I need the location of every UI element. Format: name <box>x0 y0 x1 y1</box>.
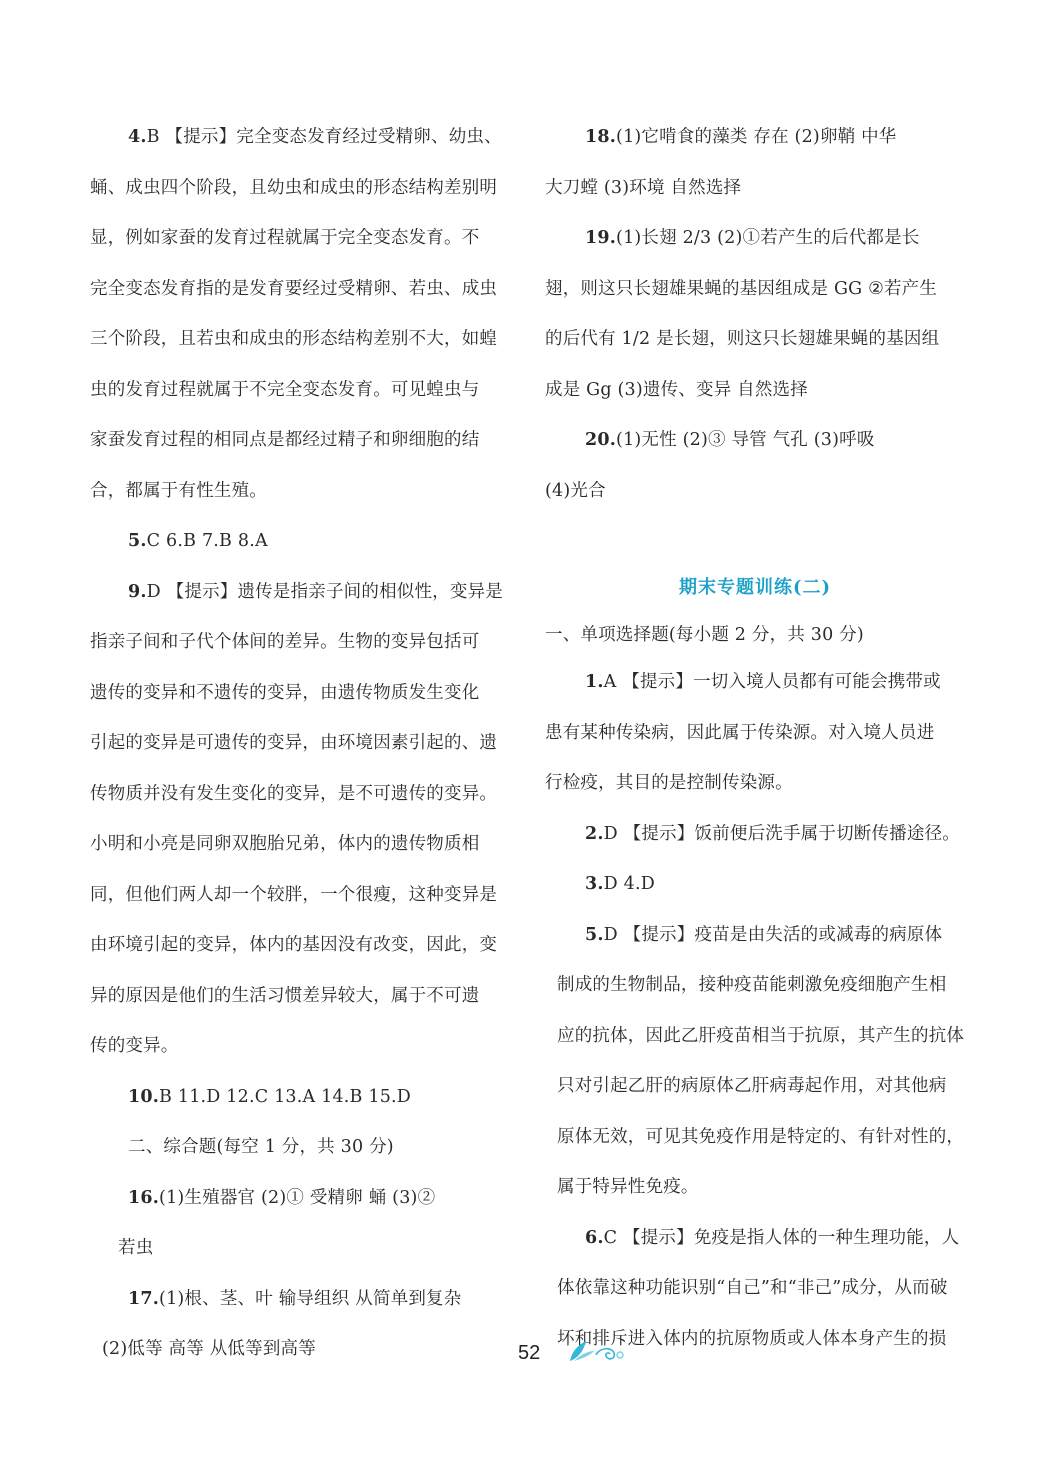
answer-line: 指亲子间和子代个体间的差异。生物的变异包括可 <box>90 632 480 652</box>
answer-line: 蛹、成虫四个阶段，且幼虫和成虫的形态结构差别明 <box>90 177 498 198</box>
answer-line: 17.(1)根、茎、叶 输导组织 从简单到复杂 <box>128 1288 462 1309</box>
answer-line: 引起的变异是可遗传的变异，由环境因素引起的、遗 <box>90 733 498 753</box>
answer-line: 3.D 4.D <box>585 874 655 894</box>
answer-line: 4.B 【提示】完全变态发育经过受精卵、幼虫、 <box>128 127 502 147</box>
answer-line: 翅，则这只长翅雄果蝇的基因组成是 GG ②若产生 <box>545 278 938 299</box>
answer-line: 18.(1)它啃食的藻类 存在 (2)卵鞘 中华 <box>585 127 897 147</box>
answer-line: 完全变态发育指的是发育要经过受精卵、若虫、成虫 <box>90 278 498 299</box>
answer-line: 应的抗体，因此乙肝疫苗相当于抗原，其产生的抗体 <box>557 1025 965 1046</box>
answer-line: 19.(1)长翅 2/3 (2)①若产生的后代都是长 <box>585 228 920 248</box>
answer-line: (2)低等 高等 从低等到高等 <box>102 1339 316 1359</box>
answer-line: 体依靠这种功能识别“自己”和“非己”成分，从而破 <box>557 1278 948 1298</box>
answer-line: 坏和排斥进入体内的抗原物质或人体本身产生的损 <box>557 1328 947 1349</box>
answer-line: 2.D 【提示】饭前便后洗手属于切断传播途径。 <box>585 823 960 844</box>
answer-line: 20.(1)无性 (2)③ 导管 气孔 (3)呼吸 <box>585 430 875 450</box>
answer-line: 5.C 6.B 7.B 8.A <box>128 531 268 551</box>
answer-line: 患有某种传染病，因此属于传染源。对入境人员进 <box>545 722 935 743</box>
answer-line: 传物质并没有发生变化的变异，是不可遗传的变异。 <box>90 783 498 804</box>
answer-line: 合，都属于有性生殖。 <box>90 480 267 501</box>
answer-line: 成是 Gg (3)遗传、变异 自然选择 <box>545 379 808 400</box>
answer-line: 同，但他们两人却一个较胖，一个很瘦，这种变异是 <box>90 884 498 905</box>
section-heading: 二、综合题(每空 1 分，共 30 分) <box>128 1137 394 1157</box>
answer-line: 原体无效，可见其免疫作用是特定的、有针对性的， <box>557 1126 965 1147</box>
answer-line: 遗传的变异和不遗传的变异，由遗传物质发生变化 <box>90 682 480 703</box>
left-column <box>90 112 508 1375</box>
answer-line: 16.(1)生殖器官 (2)① 受精卵 蛹 (3)② <box>128 1187 436 1208</box>
answer-line: 1.A 【提示】一切入境人员都有可能会携带或 <box>585 672 941 692</box>
answer-line: 由环境引起的变异，体内的基因没有改变，因此，变 <box>90 935 498 955</box>
answer-line: 小明和小亮是同卵双胞胎兄弟，体内的遗传物质相 <box>90 834 480 854</box>
answer-line: 6.C 【提示】免疫是指人体的一种生理功能，人 <box>585 1227 960 1248</box>
leaf-swirl-icon <box>566 1337 636 1365</box>
answer-line: 大刀螳 (3)环境 自然选择 <box>545 177 742 198</box>
answer-line: 10.B 11.D 12.C 13.A 14.B 15.D <box>128 1086 412 1107</box>
answer-line: 异的原因是他们的生活习惯差异较大，属于不可遗 <box>90 985 480 1006</box>
right-column <box>545 112 965 1364</box>
section-title: 期末专题训练(二) <box>678 577 832 598</box>
answer-line: 传的变异。 <box>90 1036 179 1056</box>
answer-line: 属于特异性免疫。 <box>557 1177 699 1197</box>
answer-line: (4)光合 <box>545 480 606 501</box>
answer-line: 5.D 【提示】疫苗是由失活的或减毒的病原体 <box>585 924 943 945</box>
answer-line: 家蚕发育过程的相同点是都经过精子和卵细胞的结 <box>90 430 480 450</box>
answer-line: 虫的发育过程就属于不完全变态发育。可见蝗虫与 <box>90 379 480 400</box>
section-heading: 一、单项选择题(每小题 2 分，共 30 分) <box>545 625 864 645</box>
answer-line: 若虫 <box>118 1238 154 1258</box>
answer-line: 9.D 【提示】遗传是指亲子间的相似性，变异是 <box>128 581 503 602</box>
answer-line: 制成的生物制品，接种疫苗能刺激免疫细胞产生相 <box>557 975 947 995</box>
answer-line: 三个阶段，且若虫和成虫的形态结构差别不大，如蝗 <box>90 329 498 349</box>
answer-line: 显，例如家蚕的发育过程就属于完全变态发育。不 <box>90 228 480 248</box>
page-number: 52 <box>518 1342 541 1364</box>
answer-line: 的后代有 1/2 是长翅，则这只长翅雄果蝇的基因组 <box>545 329 940 349</box>
answer-line: 只对引起乙肝的病原体乙肝病毒起作用，对其他病 <box>557 1076 947 1096</box>
answer-line: 行检疫，其目的是控制传染源。 <box>545 773 793 793</box>
